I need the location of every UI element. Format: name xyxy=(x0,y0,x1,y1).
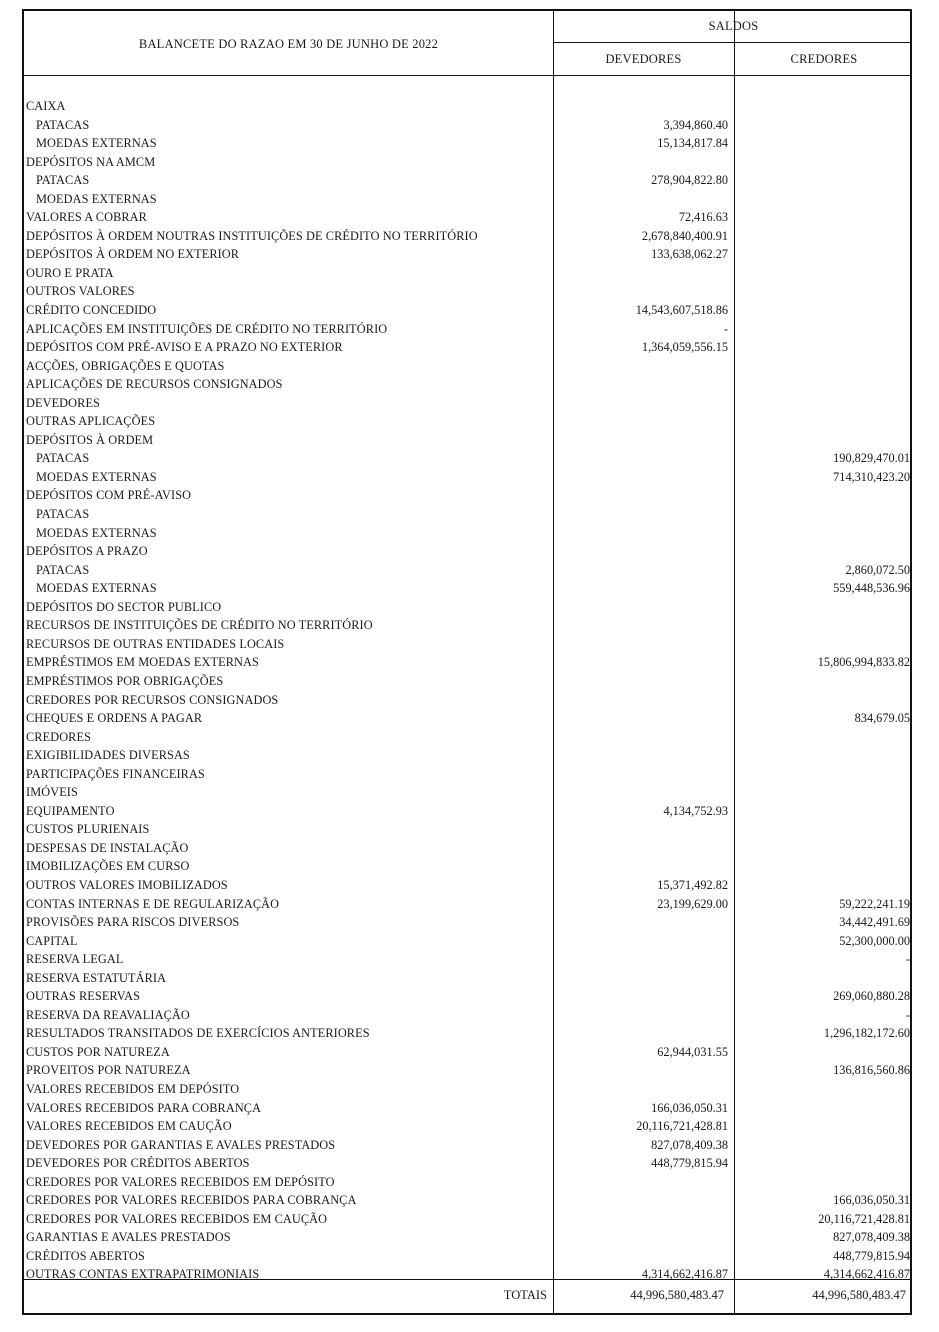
account-label: RESERVA DA REAVALIAÇÃO xyxy=(26,1007,190,1022)
account-label: DEPÓSITOS COM PRÉ-AVISO xyxy=(26,488,192,503)
credores-value: 559,448,536.96 xyxy=(833,581,910,596)
account-label: PROVEITOS POR NATUREZA xyxy=(26,1063,191,1078)
account-label: DEPÓSITOS À ORDEM NOUTRAS INSTITUIÇÕES DE CRÉDITO NO TERRITÓRIO xyxy=(26,228,478,243)
devedores-value: 4,314,662,416.87 xyxy=(641,1267,728,1282)
account-label: GARANTIAS E AVALES PRESTADOS xyxy=(26,1230,231,1245)
account-label: DEPÓSITOS À ORDEM NO EXTERIOR xyxy=(26,247,240,262)
table-row xyxy=(24,357,914,376)
account-label: DEPÓSITOS COM PRÉ-AVISO E A PRAZO NO EXTERIOR xyxy=(26,340,343,355)
table-row xyxy=(24,1247,914,1266)
account-label: DEPÓSITOS NA AMCM xyxy=(26,154,156,169)
account-label: CREDORES POR RECURSOS CONSIGNADOS xyxy=(26,692,279,707)
devedores-header: DEVEDORES xyxy=(605,52,682,66)
header-divider xyxy=(24,75,910,76)
table-row xyxy=(24,505,914,524)
table-row xyxy=(24,208,914,227)
devedores-value: 3,394,860.40 xyxy=(663,117,728,132)
table-row xyxy=(24,728,914,747)
table-row xyxy=(24,412,914,431)
account-label: MOEDAS EXTERNAS xyxy=(36,469,157,484)
account-label: OUTRAS APLICAÇÕES xyxy=(26,414,156,429)
credores-header: CREDORES xyxy=(790,52,858,66)
table-row xyxy=(24,950,914,969)
account-label: DEPÓSITOS À ORDEM xyxy=(26,432,154,447)
account-label: PATACAS xyxy=(36,507,90,522)
account-label: VALORES RECEBIDOS EM CAUÇÃO xyxy=(26,1119,232,1134)
table-row xyxy=(24,598,914,617)
credores-value: 2,860,072.50 xyxy=(845,562,910,577)
account-label: APLICAÇÕES DE RECURSOS CONSIGNADOS xyxy=(26,377,283,392)
table-row xyxy=(24,301,914,320)
account-label: DEPÓSITOS A PRAZO xyxy=(26,544,148,559)
table-row xyxy=(24,542,914,561)
table-row xyxy=(24,486,914,505)
saldos-header: SALDOS xyxy=(708,19,759,33)
account-label: CREDORES xyxy=(26,729,92,744)
table-row xyxy=(24,264,914,283)
table-row xyxy=(24,783,914,802)
table-row xyxy=(24,1043,914,1062)
account-label: EXIGIBILIDADES DIVERSAS xyxy=(26,748,190,763)
credores-value: 1,296,182,172.60 xyxy=(823,1026,910,1041)
account-label: PATACAS xyxy=(36,117,90,132)
table-row xyxy=(24,1154,914,1173)
devedores-value: 14,543,607,518.86 xyxy=(635,303,728,318)
table-row xyxy=(24,1210,914,1229)
table-row xyxy=(24,709,914,728)
table-row xyxy=(24,97,914,116)
table-row xyxy=(24,1080,914,1099)
devedores-value: - xyxy=(723,321,728,336)
account-label: RESULTADOS TRANSITADOS DE EXERCÍCIOS ANTERIORES xyxy=(26,1026,370,1041)
table-row xyxy=(24,227,914,246)
account-label: RECURSOS DE OUTRAS ENTIDADES LOCAIS xyxy=(26,636,285,651)
table-row xyxy=(24,190,914,209)
account-label: OUTRAS RESERVAS xyxy=(26,989,141,1004)
account-label: DEPÓSITOS DO SECTOR PUBLICO xyxy=(26,599,222,614)
table-row xyxy=(24,839,914,858)
table-row xyxy=(24,913,914,932)
table-row xyxy=(24,932,914,951)
account-label: VALORES RECEBIDOS PARA COBRANÇA xyxy=(26,1100,262,1115)
account-label: MOEDAS EXTERNAS xyxy=(36,525,157,540)
account-label: MOEDAS EXTERNAS xyxy=(36,191,157,206)
table-row xyxy=(24,969,914,988)
devedores-value: 278,904,822.80 xyxy=(651,173,728,188)
credores-value: 190,829,470.01 xyxy=(833,451,910,466)
credores-value: 4,314,662,416.87 xyxy=(823,1267,910,1282)
table-row xyxy=(24,1191,914,1210)
account-label: OUTROS VALORES xyxy=(26,284,135,299)
account-label: DEVEDORES POR CRÉDITOS ABERTOS xyxy=(26,1156,250,1171)
credores-value: 827,078,409.38 xyxy=(833,1230,910,1245)
devedores-value: 23,199,629.00 xyxy=(657,896,728,911)
credores-value: 834,679.05 xyxy=(854,711,910,726)
table-row xyxy=(24,579,914,598)
account-label: CRÉDITO CONCEDIDO xyxy=(26,303,157,318)
table-row xyxy=(24,691,914,710)
account-label: CUSTOS POR NATUREZA xyxy=(26,1044,170,1059)
devedores-value: 133,638,062.27 xyxy=(651,247,728,262)
account-label: MOEDAS EXTERNAS xyxy=(36,581,157,596)
account-label: EMPRÉSTIMOS POR OBRIGAÇÕES xyxy=(26,673,224,688)
table-row xyxy=(24,802,914,821)
account-label: IMOBILIZAÇÕES EM CURSO xyxy=(26,859,190,874)
account-label: CUSTOS PLURIENAIS xyxy=(26,822,150,837)
credores-value: 166,036,050.31 xyxy=(833,1193,910,1208)
table-row xyxy=(24,987,914,1006)
credores-value: 52,300,000.00 xyxy=(839,933,910,948)
account-label: CAPITAL xyxy=(26,933,78,948)
credores-value: 34,442,491.69 xyxy=(839,915,910,930)
account-label: EQUIPAMENTO xyxy=(26,803,115,818)
devedores-value: 15,134,817.84 xyxy=(657,136,728,151)
credores-value: 59,222,241.19 xyxy=(839,896,910,911)
account-label: CAIXA xyxy=(26,99,66,113)
credores-value: - xyxy=(905,952,910,967)
table-row xyxy=(24,746,914,765)
table-row xyxy=(24,375,914,394)
devedores-value: 72,416.63 xyxy=(678,210,728,225)
table-row xyxy=(24,561,914,580)
balance-sheet-table xyxy=(22,9,912,1315)
account-label: CREDORES POR VALORES RECEBIDOS EM CAUÇÃO xyxy=(26,1211,328,1226)
account-label: CREDORES POR VALORES RECEBIDOS PARA COBRANÇA xyxy=(26,1193,357,1208)
account-label: DEVEDORES POR GARANTIAS E AVALES PRESTADOS xyxy=(26,1137,336,1152)
devedores-value: 1,364,059,556.15 xyxy=(641,340,728,355)
account-label: RESERVA ESTATUTÁRIA xyxy=(26,970,167,985)
account-label: CRÉDITOS ABERTOS xyxy=(26,1248,145,1263)
table-row xyxy=(24,1265,914,1284)
table-row xyxy=(24,672,914,691)
table-row xyxy=(24,394,914,413)
account-label: OUTRAS CONTAS EXTRAPATRIMONIAIS xyxy=(26,1267,260,1282)
table-row xyxy=(24,895,914,914)
devedores-value: 15,371,492.82 xyxy=(657,877,728,892)
devedores-value: 20,116,721,428.81 xyxy=(636,1119,728,1134)
account-label: PATACAS xyxy=(36,562,90,577)
table-row xyxy=(24,431,914,450)
table-row xyxy=(24,171,914,190)
table-row xyxy=(24,820,914,839)
totals-credores: 44,996,580,483.47 xyxy=(812,1288,906,1302)
report-title: BALANCETE DO RAZAO EM 30 DE JUNHO DE 2022 xyxy=(138,37,439,51)
table-row xyxy=(24,468,914,487)
devedores-value: 448,779,815.94 xyxy=(651,1156,728,1171)
account-label: ACÇÕES, OBRIGAÇÕES E QUOTAS xyxy=(26,358,225,373)
account-label: MOEDAS EXTERNAS xyxy=(36,136,157,151)
account-label: CONTAS INTERNAS E DE REGULARIZAÇÃO xyxy=(26,896,280,911)
table-row xyxy=(24,1173,914,1192)
credores-value: 448,779,815.94 xyxy=(833,1248,910,1263)
account-label: IMÓVEIS xyxy=(26,785,78,800)
table-row xyxy=(24,338,914,357)
table-row xyxy=(24,1024,914,1043)
account-label: PROVISÕES PARA RISCOS DIVERSOS xyxy=(26,915,240,930)
table-row xyxy=(24,616,914,635)
table-row xyxy=(24,1228,914,1247)
saldos-divider xyxy=(553,42,910,43)
account-label: APLICAÇÕES EM INSTITUIÇÕES DE CRÉDITO NO TERRITÓRIO xyxy=(26,321,388,336)
table-row xyxy=(24,635,914,654)
account-label: RESERVA LEGAL xyxy=(26,952,124,967)
account-label: PATACAS xyxy=(36,173,90,188)
account-label: PATACAS xyxy=(36,451,90,466)
table-row xyxy=(24,1099,914,1118)
table-row xyxy=(24,765,914,784)
account-label: EMPRÉSTIMOS EM MOEDAS EXTERNAS xyxy=(26,655,259,670)
totals-devedores: 44,996,580,483.47 xyxy=(630,1288,724,1302)
table-row xyxy=(24,449,914,468)
table-row xyxy=(24,876,914,895)
devedores-value: 62,944,031.55 xyxy=(657,1044,728,1059)
credores-value: - xyxy=(905,1007,910,1022)
table-row xyxy=(24,134,914,153)
table-row xyxy=(24,282,914,301)
account-label: DEVEDORES xyxy=(26,395,100,410)
credores-value: 136,816,560.86 xyxy=(833,1063,910,1078)
devedores-value: 2,678,840,400.91 xyxy=(641,228,728,243)
account-label: PARTICIPAÇÕES FINANCEIRAS xyxy=(26,766,205,781)
account-label: RECURSOS DE INSTITUIÇÕES DE CRÉDITO NO TERRITÓRIO xyxy=(26,618,373,633)
table-row xyxy=(24,153,914,172)
credores-value: 714,310,423.20 xyxy=(833,469,910,484)
table-row xyxy=(24,1006,914,1025)
table-row xyxy=(24,116,914,135)
account-label: DESPESAS DE INSTALAÇÃO xyxy=(26,840,189,855)
table-row xyxy=(24,1061,914,1080)
table-row xyxy=(24,653,914,672)
table-row xyxy=(24,1136,914,1155)
table-row xyxy=(24,524,914,543)
account-label: OUTROS VALORES IMOBILIZADOS xyxy=(26,877,228,892)
table-row xyxy=(24,1117,914,1136)
credores-value: 269,060,880.28 xyxy=(833,989,910,1004)
credores-value: 15,806,994,833.82 xyxy=(817,655,910,670)
devedores-value: 4,134,752.93 xyxy=(663,803,728,818)
account-label: CREDORES POR VALORES RECEBIDOS EM DEPÓSITO xyxy=(26,1174,335,1189)
account-label: VALORES A COBRAR xyxy=(26,210,147,225)
table-row xyxy=(24,320,914,339)
credores-value: 20,116,721,428.81 xyxy=(818,1211,910,1226)
devedores-value: 166,036,050.31 xyxy=(651,1100,728,1115)
table-row xyxy=(24,857,914,876)
account-rows xyxy=(24,97,914,1284)
account-label: CHEQUES E ORDENS A PAGAR xyxy=(26,711,203,726)
account-label: OURO E PRATA xyxy=(26,265,114,280)
devedores-value: 827,078,409.38 xyxy=(651,1137,728,1152)
account-label: VALORES RECEBIDOS EM DEPÓSITO xyxy=(26,1081,240,1096)
table-row xyxy=(24,245,914,264)
totals-label: TOTAIS xyxy=(503,1288,547,1302)
